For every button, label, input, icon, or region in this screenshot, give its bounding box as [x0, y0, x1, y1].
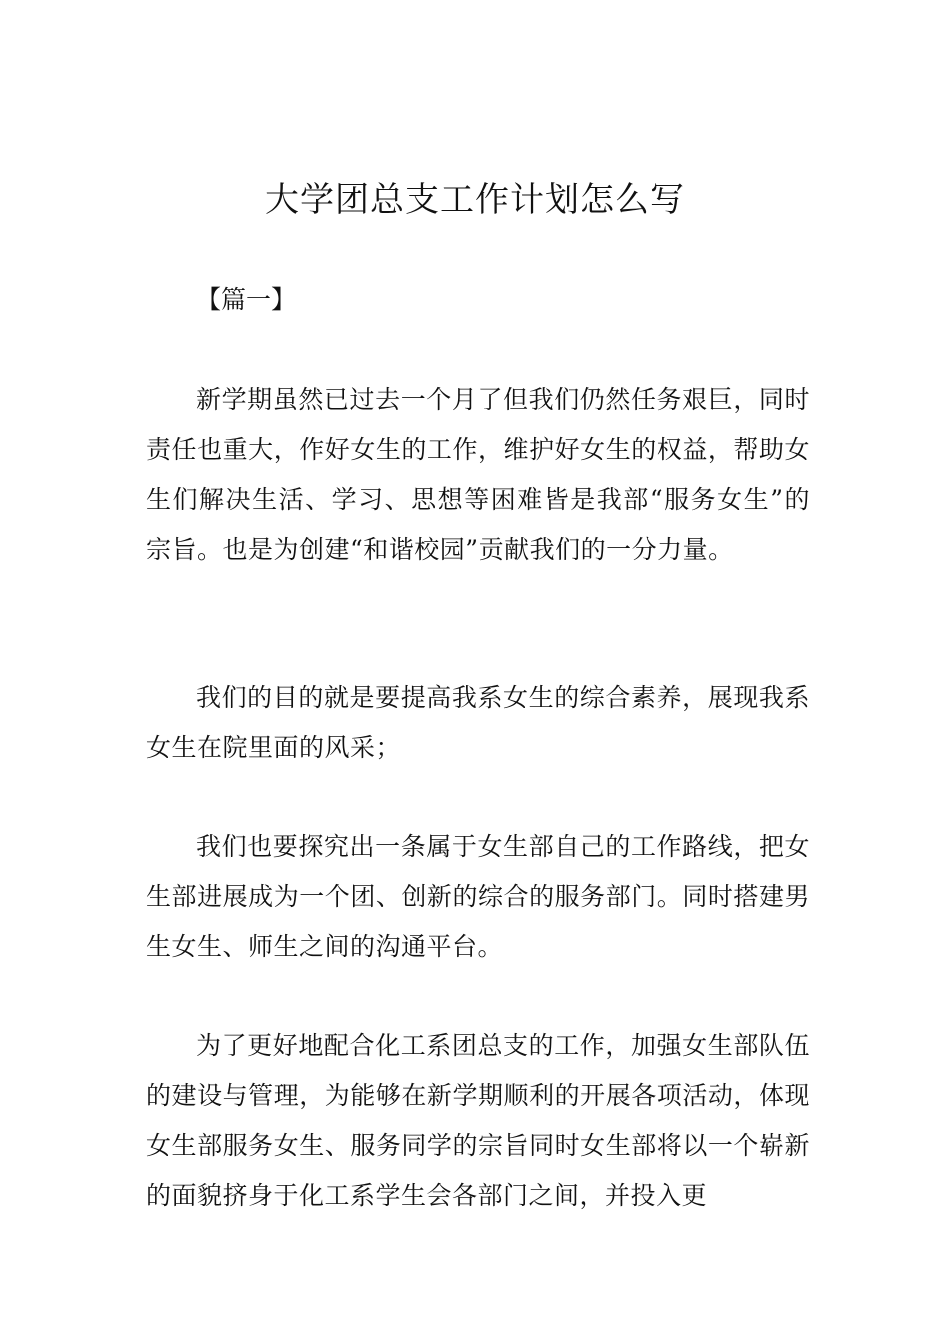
- paragraph-4: 为了更好地配合化工系团总支的工作，加强女生部队伍的建设与管理，为能够在新学期顺利的开展各项活动，体现女生部服务女生、服务同学的宗旨同时女生部将以一个崭新的面貌挤身于化工系学生会各部门之间，并投入更: [146, 1031, 810, 1210]
- document-title: 大学团总支工作计划怎么写: [265, 180, 685, 220]
- section-label: 【篇一】: [196, 285, 297, 314]
- paragraph-2: 我们的目的就是要提高我系女生的综合素养，展现我系女生在院里面的风采；: [146, 683, 810, 762]
- paragraph-1: 新学期虽然已过去一个月了但我们仍然任务艰巨，同时责任也重大，作好女生的工作，维护好女生的权益，帮助女生们解决生活、学习、思想等困难皆是我部“服务女生”的宗旨。也是为创建“和谐校园”贡献我们的一分力量。: [146, 385, 810, 564]
- paragraph-3: 我们也要探究出一条属于女生部自己的工作路线，把女生部进展成为一个团、创新的综合的服务部门。同时搭建男生女生、师生之间的沟通平台。: [146, 832, 810, 961]
